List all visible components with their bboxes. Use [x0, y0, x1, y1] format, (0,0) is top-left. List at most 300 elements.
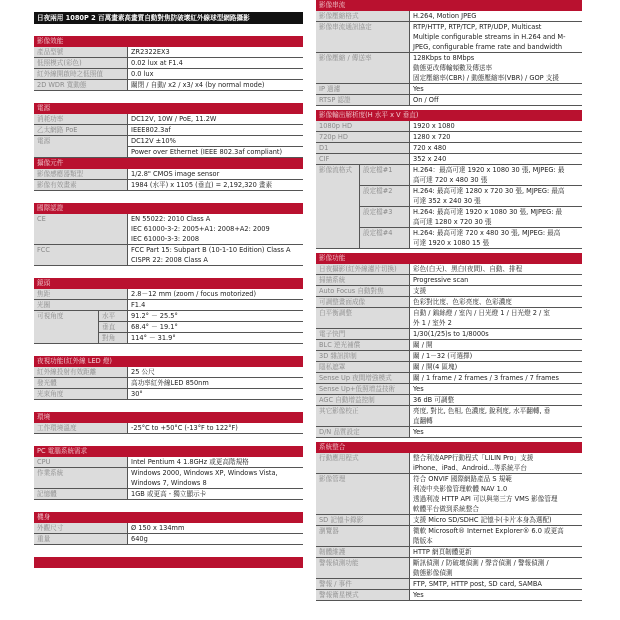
row-label: 重量 [34, 534, 128, 544]
section-header: 影像效能 [34, 36, 303, 47]
value-group [128, 389, 303, 399]
value-cell [410, 132, 582, 142]
value-cell [410, 579, 582, 589]
value-line: ZR2322EX3 [131, 48, 170, 56]
spec-section [34, 203, 303, 266]
row-values [410, 297, 582, 307]
value-line: 符合 ONVIF 國際網路產品 S 規範 [413, 475, 512, 483]
spec-section [316, 110, 582, 249]
row-values [410, 143, 582, 153]
value-line: 1984 (水平) x 1105 (垂直) = 2,192,320 畫素 [131, 181, 273, 189]
value-group [410, 526, 582, 546]
spec-row [34, 214, 303, 245]
value-line: 30° [131, 390, 143, 398]
row-label: CPU [34, 457, 128, 467]
row-values [128, 125, 303, 135]
row-label: 1080p HD [316, 121, 410, 131]
row-values [410, 384, 582, 394]
value-cell [410, 165, 582, 185]
spec-row [316, 275, 582, 286]
value-group [128, 80, 303, 90]
value-line: Progressive scan [413, 276, 469, 284]
value-cell [128, 378, 303, 388]
row-label: AGC 自動增益控制 [316, 395, 410, 405]
section-header: 系統整合 [316, 442, 582, 453]
row-label: 產品型號 [34, 47, 128, 57]
value-cell [128, 114, 303, 124]
row-values [410, 340, 582, 350]
value-cell [128, 489, 303, 499]
row-label: 電源 [34, 136, 128, 157]
spec-row [316, 384, 582, 395]
row-values [410, 351, 582, 361]
row-values [128, 523, 303, 533]
row-label: Auto Focus 自動對焦 [316, 286, 410, 296]
spec-row [316, 121, 582, 132]
spec-column [316, 0, 582, 601]
section-header: 機身 [34, 512, 303, 523]
row-values [128, 169, 303, 179]
spec-row [316, 590, 582, 601]
value-cell [128, 311, 303, 321]
row-label: RTSP 認證 [316, 95, 410, 105]
spec-row [34, 47, 303, 58]
value-cell [410, 11, 582, 21]
row-label: 影像管理 [316, 474, 410, 514]
value-cell [410, 362, 582, 372]
row-label: D1 [316, 143, 410, 153]
value-line: 關 / 開(4 區塊) [413, 363, 458, 371]
value-cell [410, 395, 582, 405]
value-cell [128, 289, 303, 299]
spec-section [34, 278, 303, 344]
sub-label: 水平 [99, 311, 128, 321]
value-group [410, 351, 582, 361]
value-cell [128, 214, 303, 244]
row-label: 警報偵測功能 [316, 558, 410, 578]
spec-section [34, 512, 303, 545]
row-values [410, 406, 582, 426]
row-values [128, 300, 303, 310]
value-line: Multiple configurable streams in H.264 and M- [413, 33, 566, 41]
value-group [410, 474, 582, 514]
row-values [128, 489, 303, 499]
value-group [128, 169, 303, 179]
spec-row [316, 329, 582, 340]
value-line: EN 55022: 2010 Class A [131, 215, 211, 223]
value-line: 2.8－12 mm (zoom / focus motorized) [131, 290, 257, 298]
value-group [410, 427, 582, 437]
value-line: 整合利凌APP行動程式「LILIN Pro」支援 [413, 454, 534, 462]
row-label: 3D 雜訊抑制 [316, 351, 410, 361]
spec-row [316, 264, 582, 275]
value-cell [410, 186, 582, 206]
value-group [410, 362, 582, 372]
sub-label: 設定檔#4 [360, 228, 410, 248]
section-header: 影像串流 [316, 0, 582, 11]
value-cell [410, 286, 582, 296]
value-line: 1920 x 1080 [413, 122, 455, 130]
value-cell [410, 547, 582, 557]
row-values [410, 515, 582, 525]
value-line: IEEE802.3af [131, 126, 171, 134]
value-cell [128, 457, 303, 467]
spec-row [316, 351, 582, 362]
row-label: 乙太網路 PoE [34, 125, 128, 135]
row-label: 外觀尺寸 [34, 523, 128, 533]
value-group [410, 373, 582, 383]
row-values [410, 395, 582, 405]
value-line: 高可達 720 x 480 30 張 [413, 176, 488, 184]
row-values [410, 362, 582, 372]
value-cell [128, 47, 303, 57]
spec-row [34, 245, 303, 266]
value-group [128, 423, 303, 433]
row-values [128, 457, 303, 467]
row-label: 其它影像校正 [316, 406, 410, 426]
value-cell [410, 515, 582, 525]
value-line: 微軟 Microsoft® Internet Explorer® 6.0 或更高 [413, 527, 564, 535]
value-line: 640g [131, 535, 148, 543]
spec-row [34, 468, 303, 489]
value-line: 0.02 lux at F1.4 [131, 59, 183, 67]
row-label: 日夜攝影(紅外線濾片切換) [316, 264, 410, 274]
value-line: Windows 7, Windows 8 [131, 479, 207, 487]
value-group [128, 214, 303, 244]
value-group [360, 185, 582, 206]
value-group [128, 534, 303, 544]
value-line: Windows 2000, Windows XP, Windows Vista, [131, 469, 278, 477]
value-cell [128, 58, 303, 68]
value-group [128, 300, 303, 310]
value-cell [410, 526, 582, 546]
row-label: 影像壓縮格式 [316, 11, 410, 21]
spec-row [316, 340, 582, 351]
row-label: 韌體維護 [316, 547, 410, 557]
value-line: 68.4° － 19.1° [131, 323, 178, 331]
row-values [410, 84, 582, 94]
value-line: H.264: 最高可達 1920 x 1080 30 張, MJPEG: 最 [413, 208, 563, 216]
value-group [128, 489, 303, 499]
row-values [410, 308, 582, 328]
spec-row [316, 165, 582, 249]
value-line: 亮度, 對比, 色相, 色濃度, 銳利度, 水平翻轉, 垂 [413, 407, 551, 415]
value-line: 軟體平台做到系統整合 [413, 505, 479, 513]
spec-row [316, 84, 582, 95]
value-cell [128, 468, 303, 488]
value-group [410, 95, 582, 105]
row-values [128, 245, 303, 265]
row-label: CE [34, 214, 128, 244]
row-values [410, 264, 582, 274]
value-group [99, 332, 303, 343]
value-line: 關 / 1－32 (可選擇) [413, 352, 473, 360]
value-cell [410, 154, 582, 164]
value-group [128, 69, 303, 79]
value-group [128, 136, 303, 146]
value-group [410, 297, 582, 307]
value-line: Yes [413, 428, 424, 436]
row-label: 720p HD [316, 132, 410, 142]
row-values [128, 534, 303, 544]
value-cell [128, 245, 303, 265]
row-values [128, 423, 303, 433]
row-values [410, 22, 582, 52]
value-cell [410, 384, 582, 394]
value-cell [410, 264, 582, 274]
row-label: 影像感應器類型 [34, 169, 128, 179]
row-label: 影像串流通訊協定 [316, 22, 410, 52]
value-cell [410, 22, 582, 52]
value-line: IEC 61000-3-2: 2005+A1: 2008+A2: 2009 [131, 225, 270, 233]
section-header: 影像輸出解析度(H 水平 x V 垂直) [316, 110, 582, 121]
value-line: 支援 [413, 287, 427, 295]
value-group [128, 146, 303, 157]
value-cell [410, 474, 582, 514]
spec-row [34, 378, 303, 389]
value-cell [410, 121, 582, 131]
value-line: 固定壓縮率(CBR) / 動態壓縮率(VBR) / GOP 支援 [413, 74, 559, 82]
row-label: 消耗功率 [34, 114, 128, 124]
value-cell [128, 523, 303, 533]
row-values [410, 526, 582, 546]
section-header: 影像功能 [316, 253, 582, 264]
section-header: 國際認證 [34, 203, 303, 214]
value-cell [410, 453, 582, 473]
row-label: 紅外線投射有效距離 [34, 367, 128, 377]
value-line: 91.2° － 25.5° [131, 312, 178, 320]
spec-row [316, 427, 582, 438]
value-cell [128, 333, 303, 343]
sub-label: 對角 [99, 333, 128, 343]
spec-row [34, 80, 303, 91]
value-cell [410, 373, 582, 383]
row-label: Sense Up+低照增益技術 [316, 384, 410, 394]
spec-row [34, 534, 303, 545]
value-group [410, 406, 582, 426]
value-cell [410, 228, 582, 248]
spec-row [316, 297, 582, 308]
value-cell [410, 329, 582, 339]
value-group [128, 47, 303, 57]
value-line: H.264：最高可達 1920 x 1080 30 張, MJPEG: 最 [413, 166, 565, 174]
value-line: 階版本 [413, 537, 433, 545]
row-values [128, 180, 303, 190]
value-line: 1/2.8" CMOS image sensor [131, 170, 220, 178]
row-label: 瀏覽器 [316, 526, 410, 546]
sub-label: 設定檔#2 [360, 186, 410, 206]
value-line: 高可達 1280 x 720 30 張 [413, 218, 492, 226]
spec-row [34, 457, 303, 468]
row-values [360, 165, 582, 248]
value-cell [410, 275, 582, 285]
value-line: 1/30(1/25)s to 1/8000s [413, 330, 489, 338]
row-values [410, 579, 582, 589]
value-line: 動態更改傳輸頻數及傳送率 [413, 64, 493, 72]
value-group [410, 308, 582, 328]
row-label: 工作環境溫度 [34, 423, 128, 433]
value-cell [410, 340, 582, 350]
value-line: 利凌中央影像管理軟體 NAV 1.0 [413, 485, 508, 493]
value-line: IEC 61000-3-3: 2008 [131, 235, 200, 243]
value-cell [410, 406, 582, 426]
value-cell [410, 427, 582, 437]
value-line: 自動 / 鎢絲燈 / 室內 / 日光燈 1 / 日光燈 2 / 室 [413, 309, 550, 317]
spec-row [316, 474, 582, 515]
value-group [410, 264, 582, 274]
value-group [128, 180, 303, 190]
row-values [410, 474, 582, 514]
spec-row [34, 114, 303, 125]
value-cell [128, 136, 303, 146]
value-line: iPhone、iPad、Android...等系統平台 [413, 464, 527, 472]
row-values [128, 468, 303, 488]
value-cell [128, 534, 303, 544]
value-group [128, 114, 303, 124]
value-line: 動態影像偵測 [413, 569, 453, 577]
spec-row [316, 11, 582, 22]
spec-row [34, 58, 303, 69]
value-line: 114° － 31.9° [131, 334, 176, 342]
value-group [99, 321, 303, 332]
value-line: H.264: 最高可達 1280 x 720 30 張, MJPEG: 最高 [413, 187, 565, 195]
spec-section [316, 0, 582, 106]
spec-row [34, 300, 303, 311]
spec-row [34, 311, 303, 344]
value-group [410, 579, 582, 589]
row-values [410, 453, 582, 473]
spec-row [316, 132, 582, 143]
value-group [410, 395, 582, 405]
spec-row [34, 69, 303, 80]
value-group [128, 378, 303, 388]
value-line: DC12V, 10W / PoE, 11.2W [131, 115, 217, 123]
spec-row [316, 515, 582, 526]
row-label: BLC 逆光補償 [316, 340, 410, 350]
value-line: On / Off [413, 96, 439, 104]
sub-label: 設定檔#3 [360, 207, 410, 227]
spec-row [34, 489, 303, 500]
row-label: 警報衛星模式 [316, 590, 410, 600]
value-cell [128, 367, 303, 377]
value-cell [128, 147, 303, 157]
value-line: FCC Part 15: Subpart B (10-1-10 Edition) Class A [131, 246, 291, 254]
spec-row [34, 523, 303, 534]
value-group [410, 590, 582, 600]
value-cell [410, 207, 582, 227]
value-line: 關 / 開 [413, 341, 433, 349]
spec-row [316, 373, 582, 384]
section-header: 攝像元件 [34, 158, 303, 169]
row-values [128, 389, 303, 399]
value-line: JPEG, configurable frame rate and bandwidth [413, 43, 563, 51]
value-group [410, 84, 582, 94]
value-line: H.264: 最高可達 720 x 480 30 張, MJPEG: 最高 [413, 229, 561, 237]
value-line: Ø 150 x 134mm [131, 524, 185, 532]
row-label: 焦距 [34, 289, 128, 299]
row-values [410, 11, 582, 21]
value-group [128, 245, 303, 265]
row-label: 記憶體 [34, 489, 128, 499]
spec-row [34, 389, 303, 400]
value-line: 關 / 1 frame / 2 frames / 3 frames / 7 frames [413, 374, 559, 382]
value-group [360, 206, 582, 227]
value-group [128, 457, 303, 467]
value-cell [128, 169, 303, 179]
sub-label: 設定檔#1 [360, 165, 410, 185]
spec-section [34, 356, 303, 400]
value-group [128, 468, 303, 488]
value-cell [410, 590, 582, 600]
spec-row [316, 558, 582, 579]
value-group [410, 453, 582, 473]
spec-section [34, 446, 303, 500]
value-group [410, 22, 582, 52]
value-line: 斷訊偵測 / 防破壞偵測 / 聲音偵測 / 警報偵測 / [413, 559, 549, 567]
value-line: 高功率紅外線LED 850nm [131, 379, 209, 387]
row-values [410, 329, 582, 339]
row-label: 2D WDR 寬動態 [34, 80, 128, 90]
spec-row [34, 423, 303, 434]
spec-row [316, 453, 582, 474]
spec-row [316, 395, 582, 406]
spec-row [316, 95, 582, 106]
row-label: CIF [316, 154, 410, 164]
value-cell [410, 297, 582, 307]
value-group [410, 11, 582, 21]
section-header: 環境 [34, 412, 303, 423]
value-line: 色彩對比度、色彩亮度、色彩濃度 [413, 298, 512, 306]
value-group [410, 121, 582, 131]
value-line: 1280 x 720 [413, 133, 451, 141]
value-cell [128, 69, 303, 79]
row-values [128, 80, 303, 90]
value-group [360, 165, 582, 185]
row-values [128, 114, 303, 124]
value-group [410, 384, 582, 394]
row-values [128, 136, 303, 157]
value-line: Yes [413, 85, 424, 93]
row-label: 影像有效畫素 [34, 180, 128, 190]
value-cell [410, 143, 582, 153]
spec-row [316, 154, 582, 165]
row-values [410, 286, 582, 296]
spec-row [34, 289, 303, 300]
value-group [410, 329, 582, 339]
row-values [128, 58, 303, 68]
value-cell [128, 389, 303, 399]
section-header: 電源 [34, 103, 303, 114]
value-group [128, 289, 303, 299]
row-label: 可視角度 [34, 311, 99, 343]
value-cell [128, 180, 303, 190]
spec-section [34, 36, 303, 91]
spec-row [316, 579, 582, 590]
row-label: 紅外線開啟時之低照值 [34, 69, 128, 79]
value-group [410, 53, 582, 83]
spec-row [316, 286, 582, 297]
row-values [128, 47, 303, 57]
row-label: 光束角度 [34, 389, 128, 399]
spec-row [34, 136, 303, 158]
value-line: Yes [413, 591, 424, 599]
spec-section [34, 412, 303, 434]
value-line: Intel Pentium 4 1.8GHz 或更高階規格 [131, 458, 249, 466]
document-title: 日夜兩用 1080P 2 百萬畫素高畫質自動對焦防破壞紅外線球型網路攝影 [34, 12, 303, 24]
spec-section [34, 158, 303, 191]
section-header: PC 電腦系統需求 [34, 446, 303, 457]
row-values [410, 95, 582, 105]
